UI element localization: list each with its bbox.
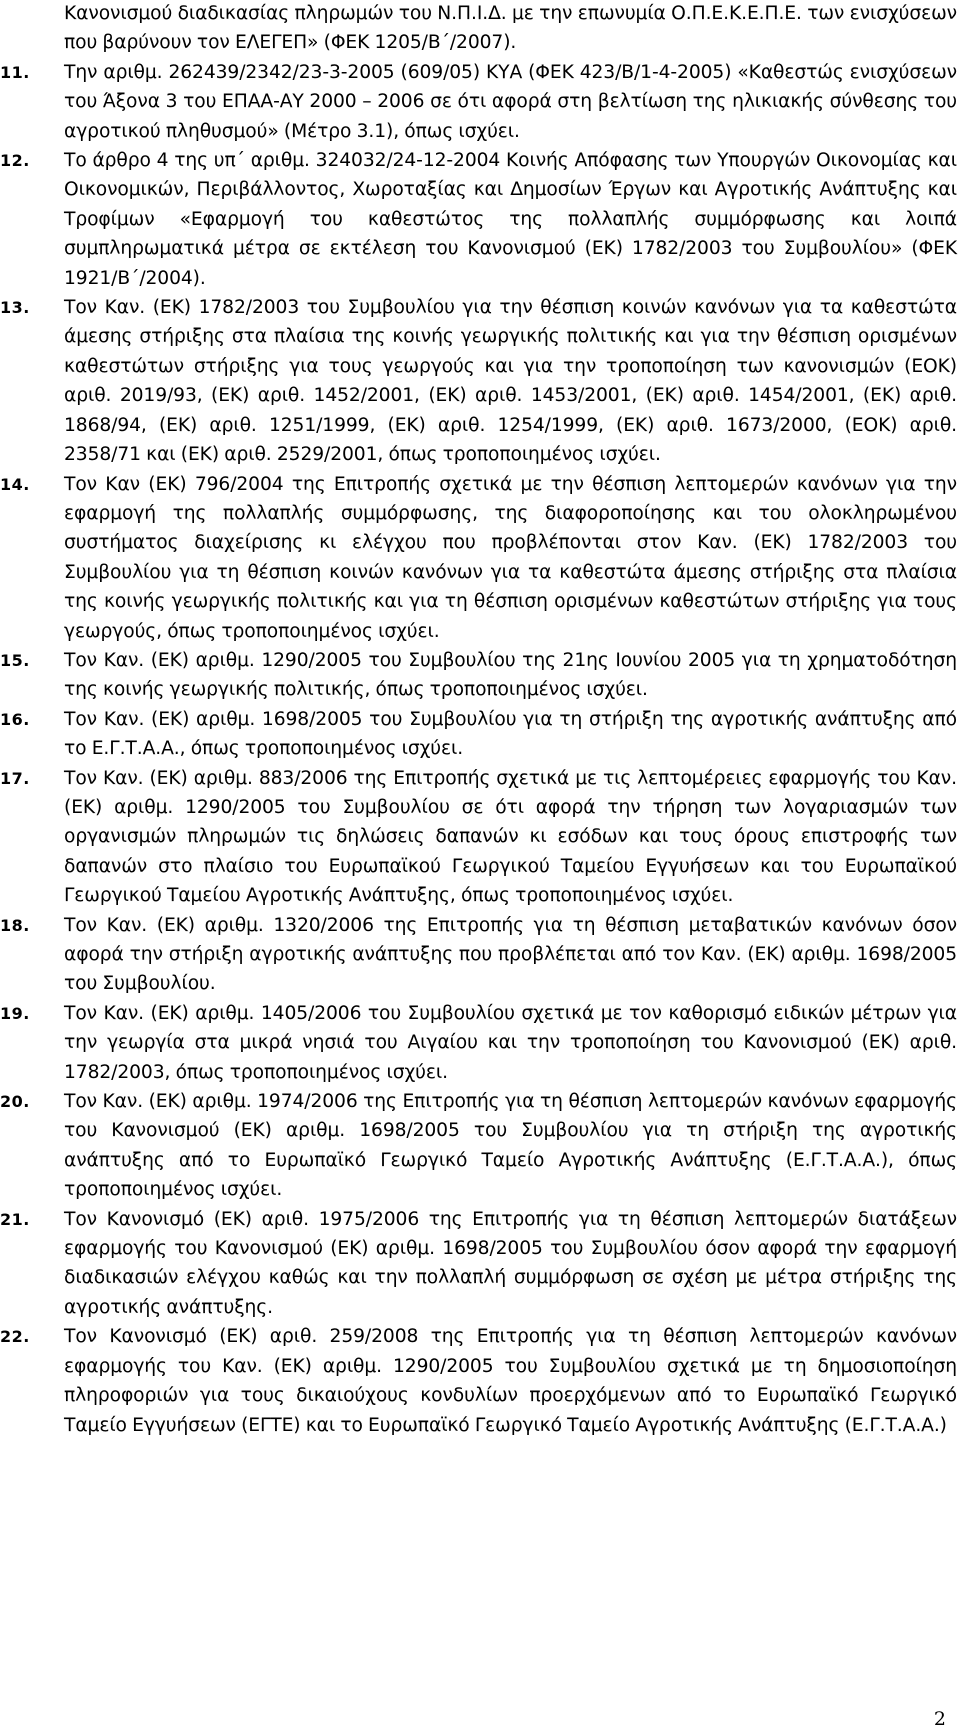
item-text: Τον Καν (ΕΚ) 796/2004 της Επιτροπής σχετικά με την θέσπιση λεπτομερών κανόνων για την εφαρμογή της πολλαπλής συμμόρφωσης, της διαφοροποίησης και του ολοκληρωμένου συστήματος διαχείρισης κι ελέγχου που προβλέπονται στον Καν. (ΕΚ) 1782/2003 του Συμβουλίου για τη θέσπιση κοινών κανόνων για τα καθεστώτα άμεσης στήριξης στα πλαίσια της κοινής γεωργικής πολιτικής και για τη θέσπιση ορισμένων καθεστώτων στήριξης για τους γεωργούς, όπως τροποποιημένος ισχύει. [64, 473, 957, 642]
item-number: 14. [0, 474, 30, 494]
item-number: 15. [0, 650, 30, 670]
list-item [0, 58, 957, 146]
list-item [0, 1205, 957, 1323]
item-text: Την αριθμ. 262439/2342/23-3-2005 (609/05) ΚΥΑ (ΦΕΚ 423/Β/1-4-2005) «Καθεστώς ενισχύσεων του Άξονα 3 του ΕΠΑΑ-ΑΥ 2000 – 2006 σε ότι αφορά στη βελτίωση της ηλικιακής σύνθεσης του αγροτικού πληθυσμού» (Μέτρο 3.1), όπως ισχύει. [64, 61, 957, 142]
page-number: 2 [933, 1708, 946, 1730]
item-number: 11. [0, 62, 30, 82]
item-number: 17. [0, 768, 30, 788]
list-item [0, 764, 957, 911]
item-number: 19. [0, 1003, 30, 1023]
list-item [0, 293, 957, 469]
item-number: 12. [0, 151, 30, 171]
item-text: Τον Καν. (ΕΚ) 1782/2003 του Συμβουλίου για την θέσπιση κοινών κανόνων για τα καθεστώτα άμεσης στήριξης στα πλαίσια της κοινής γεωργικής πολιτικής και για την θέσπιση ορισμένων καθεστώτων στήριξης για τους γεωργούς και για την τροποποίηση των κανονισμών (ΕΟΚ) αριθ. 2019/93, (ΕΚ) αριθ. 1452/2001, (ΕΚ) αριθ. 1453/2001, (ΕΚ) αριθ. 1454/2001, (ΕΚ) αριθ. 1868/94, (ΕΚ) αριθ. 1251/1999, (ΕΚ) αριθ. 1254/1999, (ΕΚ) αριθ. 1673/2000, (ΕΟΚ) αριθ. 2358/71 και (ΕΚ) αριθ. 2529/2001, όπως τροποποιημένος ισχύει. [64, 297, 957, 466]
item-text: Τον Καν. (ΕΚ) αριθμ. 1974/2006 της Επιτροπής για τη θέσπιση λεπτομερών κανόνων εφαρμογής του Κανονισμού (ΕΚ) αριθμ. 1698/2005 του Συμβουλίου για τη στήριξη της αγροτικής ανάπτυξης από το Ευρωπαϊκό Γεωργικό Ταμείο Αγροτικής Ανάπτυξης (Ε.Γ.Τ.Α.Α.), όπως τροποποιημένος ισχύει. [64, 1091, 957, 1201]
item-number: 22. [0, 1327, 30, 1347]
list-item [0, 1087, 957, 1205]
item-text: Το άρθρο 4 της υπ΄ αριθμ. 324032/24-12-2004 Κοινής Απόφασης των Υπουργών Οικονομίας και Οικονομικών, Περιβάλλοντος, Χωροταξίας και Δημοσίων Έργων και Αγροτικής Ανάπτυξης και Τροφίμων «Εφαρμογή του καθεστώτος της πολλαπλής συμμόρφωσης και λοιπά συμπληρωματικά μέτρα σε εκτέλεση του Κανονισμού (ΕΚ) 1782/2003 του Συμβουλίου» (ΦΕΚ 1921/Β΄/2004). [64, 150, 957, 289]
item-text: Τον Καν. (ΕΚ) αριθμ. 1405/2006 του Συμβουλίου σχετικά με τον καθορισμό ειδικών μέτρων για την γεωργία στα μικρά νησιά του Αιγαίου και την τροποποίηση του Κανονισμού (ΕΚ) αριθ. 1782/2003, όπως τροποποιημένος ισχύει. [64, 1002, 957, 1083]
list-item [0, 470, 957, 646]
item-text: Τον Καν. (ΕΚ) αριθμ. 883/2006 της Επιτροπής σχετικά με τις λεπτομέρειες εφαρμογής του Καν. (ΕΚ) αριθμ. 1290/2005 του Συμβουλίου σε ότι αφορά την τήρηση των λογαριασμών των οργανισμών πληρωμών τις δηλώσεις δαπανών κι εσόδων και τους όρους επιστροφής των δαπανών στο πλαίσιο του Ευρωπαϊκού Γεωργικού Ταμείου Εγγυήσεων και του Ευρωπαϊκού Γεωργικού Ταμείου Αγροτικής Ανάπτυξης, όπως τροποποιημένος ισχύει. [64, 767, 957, 907]
item-text: Κανονισμού διαδικασίας πληρωμών του Ν.Π.Ι.Δ. με την επωνυμία Ο.Π.Ε.Κ.Ε.Π.Ε. των ενισχύσεων που βαρύνουν τον ΕΛΕΓΕΠ» (ΦΕΚ 1205/Β΄/2007). [64, 3, 957, 54]
item-number: 20. [0, 1092, 30, 1112]
list-item [0, 1322, 957, 1440]
item-text: Τον Καν. (ΕΚ) αριθμ. 1290/2005 του Συμβουλίου της 21ης Ιουνίου 2005 για τη χρηματοδότηση της κοινής γεωργικής πολιτικής, όπως τροποποιημένος ισχύει. [64, 649, 957, 701]
item-text: Τον Κανονισμό (ΕΚ) αριθ. 1975/2006 της Επιτροπής για τη θέσπιση λεπτομερών διατάξεων εφαρμογής του Κανονισμού (ΕΚ) αριθμ. 1698/2005 του Συμβουλίου όσον αφορά την εφαρμογή διαδικασιών ελέγχου καθώς και την πολλαπλή συμμόρφωση σε σχέση με μέτρα στήριξης της αγροτικής ανάπτυξης. [64, 1208, 957, 1318]
list-item [0, 705, 957, 764]
item-number: 18. [0, 915, 30, 935]
list-item [0, 646, 957, 705]
list-item [0, 999, 957, 1087]
item-number: 13. [0, 298, 30, 318]
list-item [0, 146, 957, 293]
list-item [64, 0, 957, 58]
item-text: Τον Καν. (ΕΚ) αριθμ. 1698/2005 του Συμβουλίου για τη στήριξη της αγροτικής ανάπτυξης από το Ε.Γ.Τ.Α.Α., όπως τροποποιημένος ισχύει. [64, 708, 957, 760]
item-number: 21. [0, 1209, 30, 1229]
item-text: Τον Καν. (ΕΚ) αριθμ. 1320/2006 της Επιτροπής για τη θέσπιση μεταβατικών κανόνων όσον αφορά την στήριξη αγροτικής ανάπτυξης που προβλέπεται από τον Καν. (ΕΚ) αριθμ. 1698/2005 του Συμβουλίου. [64, 914, 957, 995]
item-text: Τον Κανονισμό (ΕΚ) αριθ. 259/2008 της Επιτροπής για τη θέσπιση λεπτομερών κανόνων εφαρμογής του Καν. (ΕΚ) αριθμ. 1290/2005 του Συμβουλίου σχετικά με τη δημοσιοποίηση πληροφοριών για τους δικαιούχους κονδυλίων προερχόμενων από το Ευρωπαϊκό Γεωργικό Ταμείο Εγγυήσεων (ΕΓΤΕ) και το Ευρωπαϊκό Γεωργικό Ταμείο Αγροτικής Ανάπτυξης (Ε.Γ.Τ.Α.Α.) [64, 1326, 957, 1436]
list-item [0, 911, 957, 999]
item-number: 16. [0, 709, 30, 729]
